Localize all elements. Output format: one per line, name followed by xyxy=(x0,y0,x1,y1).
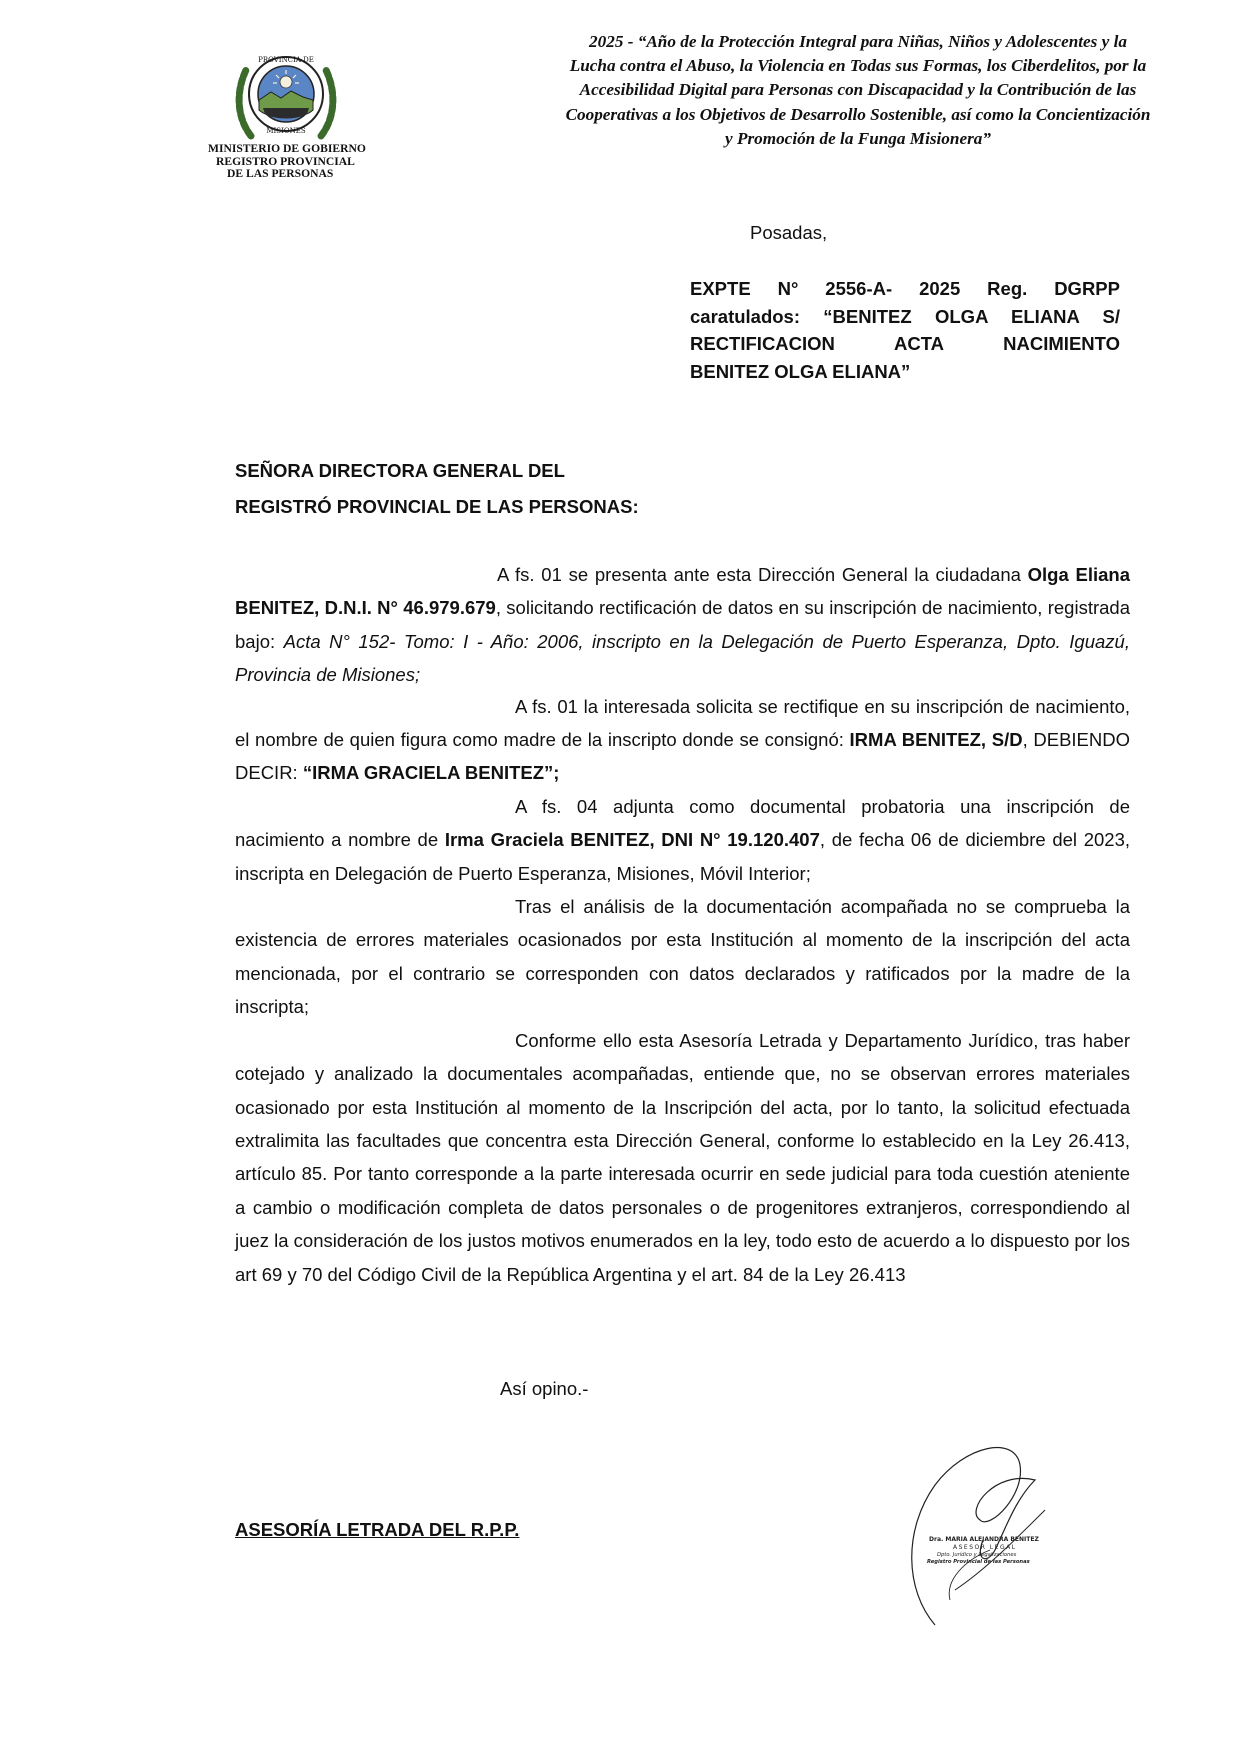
motto-line: y Promoción de la Funga Misionera” xyxy=(725,128,991,148)
ministry-line: REGISTRO PROVINCIAL xyxy=(216,154,355,168)
stamp-title: ASESOR LEGAL xyxy=(953,1544,1017,1551)
stamp-department: Dpto. Jurídico y Legalizaciones xyxy=(937,1552,1017,1558)
ministry-line: MINISTERIO DE GOBIERNO xyxy=(208,142,366,155)
seal-bottom-text: MISIONES xyxy=(266,127,306,135)
paragraph-4: Tras el análisis de la documentación acompañada no se comprueba la existencia de errores materiales ocasionados por esta Institución al momento de la inscripción del acta mencionada, por el contrario se corresponden con datos declarados y ratificados por la madre de la inscripta; xyxy=(235,896,1130,1018)
signature-office: ASESORÍA LETRADA DEL R.P.P. xyxy=(235,1519,520,1540)
stamp-institution: Registro Provincial de las Personas xyxy=(927,1559,1030,1565)
case-line: EXPTE N° 2556-A- 2025 Reg. DGRPP xyxy=(690,278,1120,299)
ministry-line: DE LAS PERSONAS xyxy=(227,167,334,180)
addressee-line: REGISTRÓ PROVINCIAL DE LAS PERSONAS: xyxy=(235,496,639,517)
document-body xyxy=(235,558,1130,1291)
paragraph-3: A fs. 04 adjunta como documental probatoria una inscripción de nacimiento a nombre de Irma Graciela BENITEZ, DNI N° 19.120.407, de fecha 06 de diciembre del 2023, inscripta en Delegación de Puerto Esperanza, Misiones, Móvil Interior; xyxy=(235,795,1131,884)
paragraph-5: Conforme ello esta Asesoría Letrada y Departamento Jurídico, tras haber cotejado y analizado la documentales acompañadas, entiende que, no se observan errores materiales ocasionado por esta Institución al momento de la Inscripción del acta, por lo tanto, la solicitud efectuada extralimita las facultades que concentra esta Dirección General, conforme lo establecido en la Ley 26.413, artículo 85. Por tanto corresponde a la parte interesada ocurrir en sede judicial para toda cuestión ateniente a cambio o modificación completa de datos personales o de progenitores extranjeros, correspondiendo al juez la consideración de los justos motivos enumerados en la ley, todo esto de acuerdo a lo dispuesto por los art 69 y 70 del Código Civil de la República Argentina y el art. 84 de la Ley 26.413 xyxy=(235,1029,1130,1285)
motto-line: Lucha contra el Abuso, la Violencia en Todas sus Formas, los Ciberdelitos, por la xyxy=(569,56,1147,76)
case-reference xyxy=(690,275,1120,385)
seal-top-text: PROVINCIA DE xyxy=(258,56,314,64)
stamp-name: Dra. MARIA ALEJANDRA BENITEZ xyxy=(929,1536,1039,1543)
case-line: BENITEZ OLGA ELIANA” xyxy=(690,360,911,382)
year-motto xyxy=(498,30,1218,151)
addressee xyxy=(235,453,639,525)
closing-line: Así opino.- xyxy=(500,1378,589,1399)
handwritten-signature xyxy=(895,1440,1075,1630)
paragraph-1: A fs. 01 se presenta ante esta Dirección General la ciudadana Olga Eliana BENITEZ, D.N.I. N° 46.979.679, solicitando rectificación de datos en su inscripción de nacimiento, registrada bajo: Acta N° 152- Tomo: I - Año: 2006, inscripto en la Delegación de Puerto Esperanza, Dpto. Iguazú, Provincia de Misiones; xyxy=(235,564,1130,686)
paragraph-2: A fs. 01 la interesada solicita se rectifique en su inscripción de nacimiento, el nombre de quien figura como madre de la inscripto donde se consignó: IRMA BENITEZ, S/D, DEBIENDO DECIR: “IRMA GRACIELA BENITEZ”; xyxy=(235,695,1131,784)
case-line: caratulados: “BENITEZ OLGA ELIANA S/ xyxy=(690,305,1120,327)
motto-line: Accesibilidad Digital para Personas con Discapacidad y la Contribución de las xyxy=(579,80,1137,100)
province-seal-logo xyxy=(233,48,339,142)
place-line: Posadas, xyxy=(750,222,828,243)
addressee-line: SEÑORA DIRECTORA GENERAL DEL xyxy=(235,460,565,481)
motto-line: 2025 - “Año de la Protección Integral para Niñas, Niños y Adolescentes y la xyxy=(589,32,1127,51)
ministry-block xyxy=(208,143,398,181)
motto-line: Cooperativas a los Objetivos de Desarrollo Sostenible, así como la Concientización xyxy=(565,104,1151,124)
case-line: RECTIFICACION ACTA NACIMIENTO xyxy=(690,333,1120,354)
